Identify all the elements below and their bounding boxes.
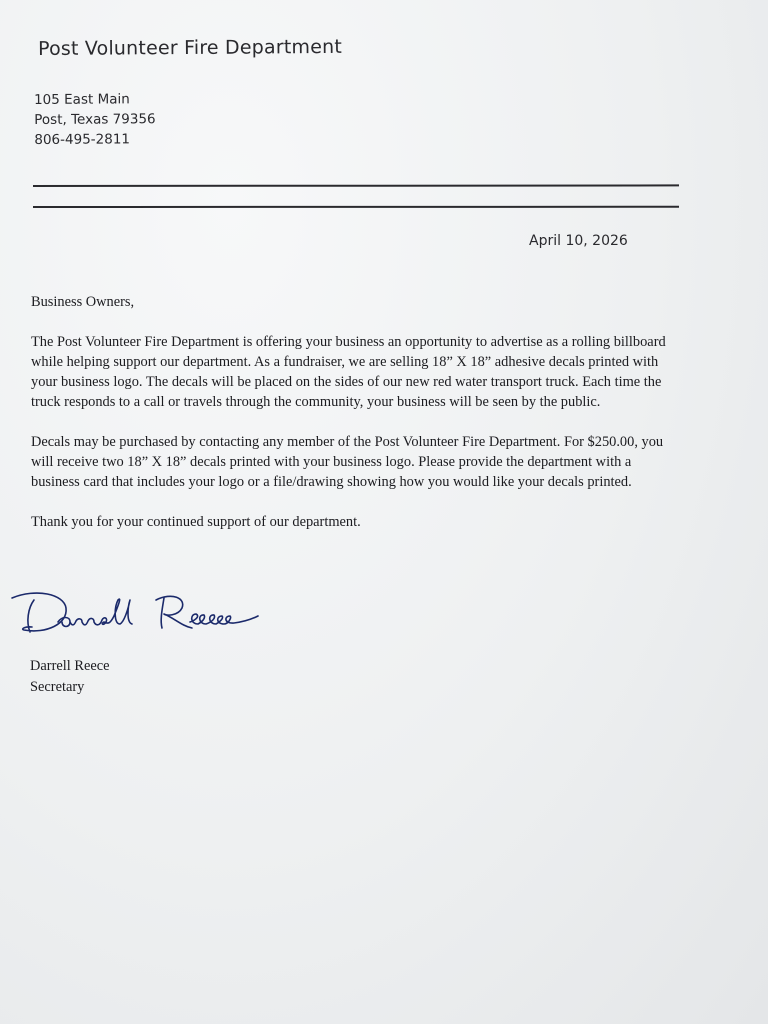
address-city-state-zip: Post, Texas 79356 bbox=[34, 111, 156, 128]
signer-name: Darrell Reece bbox=[30, 658, 110, 674]
letterhead-address bbox=[34, 89, 156, 150]
letter-body bbox=[31, 292, 677, 532]
signer-block bbox=[30, 656, 110, 698]
closing-line: Thank you for your continued support of our department. bbox=[31, 514, 361, 530]
letterhead-divider-top bbox=[33, 184, 679, 187]
address-street: 105 East Main bbox=[34, 91, 130, 108]
paragraph-advertising-offer: The Post Volunteer Fire Department is offering your business an opportunity to advertise as a rolling billboard while helping support our department. As a fundraiser, we are selling 18” X 18” adhesive decals printed with your business logo. The decals will be placed on the sides of our new red water transport truck. Each time the truck responds to a call or travels through the community, your business will be seen by the public. bbox=[31, 334, 666, 410]
salutation: Business Owners, bbox=[31, 294, 135, 310]
phone-number: 806-495-2811 bbox=[34, 131, 131, 148]
organization-name: Post Volunteer Fire Department bbox=[38, 35, 343, 60]
letterhead-divider-bottom bbox=[33, 206, 679, 208]
handwritten-signature bbox=[6, 586, 276, 642]
letter-date: April 10, 2026 bbox=[529, 233, 628, 249]
signer-title: Secretary bbox=[30, 679, 85, 695]
paragraph-purchase-details: Decals may be purchased by contacting any member of the Post Volunteer Fire Department. For $250.00, you will receive two 18” X 18” decals printed with your business logo. Please provide the department with a business card that includes your logo or a file/drawing showing how you would like your decals printed. bbox=[31, 434, 664, 490]
